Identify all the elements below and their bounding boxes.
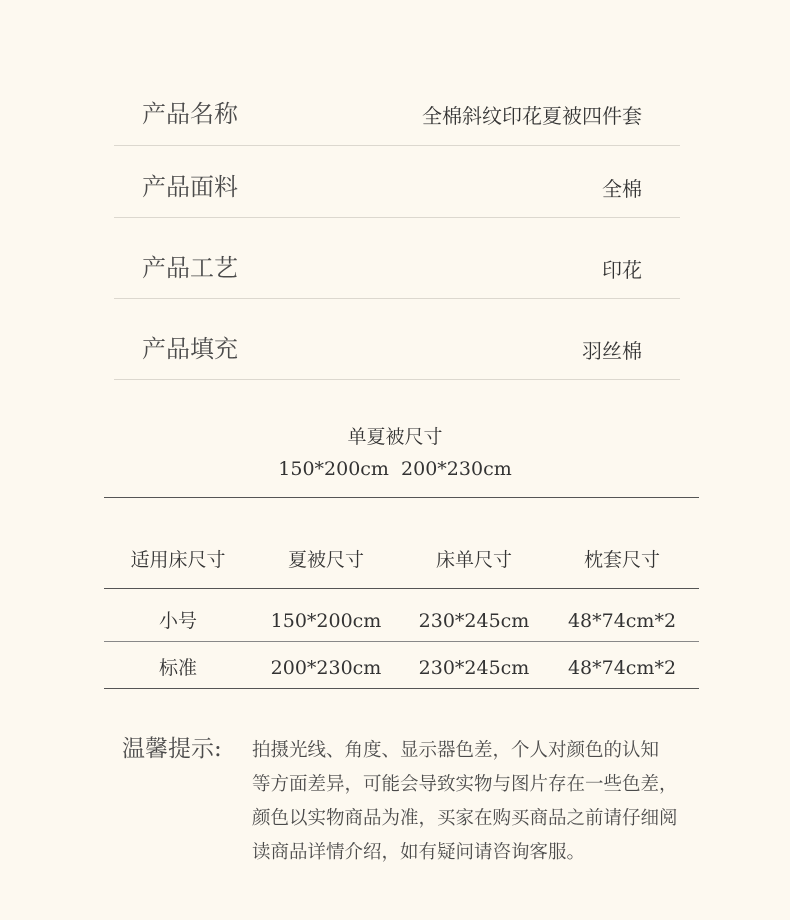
spec-value: 羽丝棉 <box>582 339 642 363</box>
spec-value: 全棉斜纹印花夏被四件套 <box>422 104 642 128</box>
spec-row-fabric <box>114 146 680 218</box>
quilt-size-title: 单夏被尺寸 <box>347 426 443 448</box>
table-cell: 230*245cm <box>418 657 530 679</box>
table-header-cell: 枕套尺寸 <box>583 549 660 571</box>
notice-label: 温馨提示: <box>122 736 222 762</box>
spec-row-name <box>114 72 680 146</box>
table-cell: 标准 <box>158 657 197 679</box>
table-header-row <box>104 540 699 580</box>
spec-label: 产品工艺 <box>142 254 238 282</box>
table-rule <box>104 641 699 642</box>
spec-label: 产品名称 <box>142 100 238 128</box>
table-row <box>104 648 699 688</box>
divider <box>104 497 699 498</box>
table-cell: 小号 <box>158 610 197 632</box>
spec-label: 产品填充 <box>142 335 238 363</box>
table-rule <box>104 688 699 689</box>
table-header-cell: 床单尺寸 <box>435 549 512 571</box>
table-cell: 48*74cm*2 <box>567 610 677 632</box>
table-rule <box>104 588 699 589</box>
notice-line: 读商品详情介绍，如有疑问请咨询客服。 <box>252 842 586 863</box>
notice-line: 颜色以实物商品为准，买家在购买商品之前请仔细阅 <box>252 808 678 829</box>
notice-line: 拍摄光线、角度、显示器色差，个人对颜色的认知 <box>252 740 660 761</box>
table-cell: 230*245cm <box>418 610 530 632</box>
table-header-cell: 适用床尺寸 <box>130 549 226 571</box>
table-header-cell: 夏被尺寸 <box>287 549 364 571</box>
spec-table <box>114 72 680 380</box>
spec-value: 全棉 <box>602 177 642 201</box>
notice-line: 等方面差异，可能会导致实物与图片存在一些色差， <box>252 774 678 795</box>
spec-label: 产品面料 <box>142 173 238 201</box>
notice-text <box>252 734 692 870</box>
spec-row-filling <box>114 299 680 380</box>
quilt-size-values: 150*200cm 200*230cm <box>278 458 512 480</box>
spec-value: 印花 <box>602 258 642 282</box>
spec-row-craft <box>114 218 680 299</box>
table-cell: 150*200cm <box>270 610 382 632</box>
table-cell: 200*230cm <box>270 657 382 679</box>
table-cell: 48*74cm*2 <box>567 657 677 679</box>
table-row <box>104 601 699 641</box>
